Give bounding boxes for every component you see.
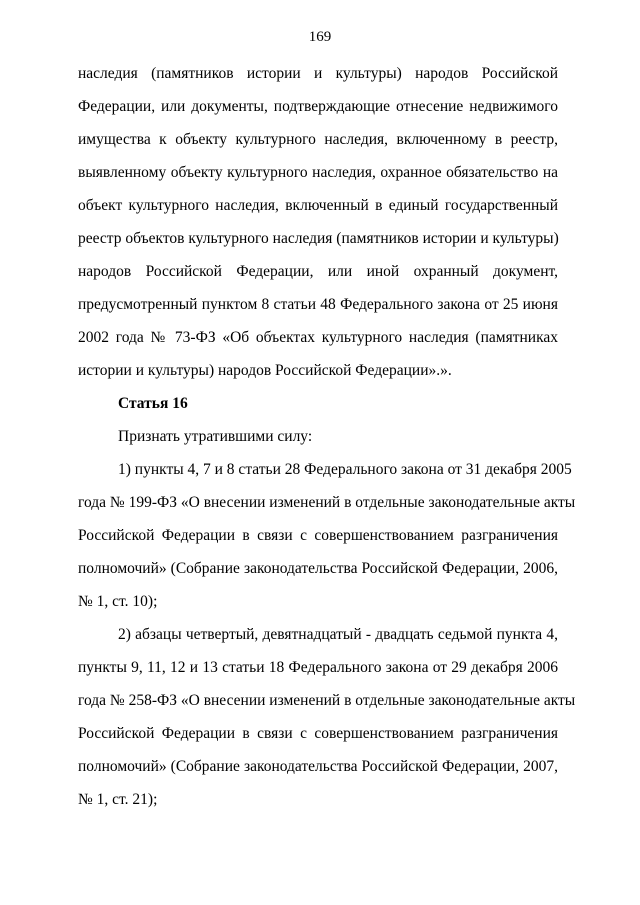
text-line: объект культурного наследия, включенный в единый государственный <box>78 197 558 214</box>
article-heading: Статья 16 <box>118 395 188 412</box>
text-line: народов Российской Федерации, или иной охранный документ, <box>78 263 558 280</box>
text-line: 2002 года № 73-ФЗ «Об объектах культурного наследия (памятниках <box>78 329 558 346</box>
text-line: наследия (памятников истории и культуры) народов Российской <box>78 65 558 82</box>
item-2-line: 2) абзацы четвертый, девятнадцатый - двадцать седьмой пункта 4, <box>118 626 558 643</box>
text-line: имущества к объекту культурного наследия, включенному в реестр, <box>78 131 558 148</box>
text-line: выявленному объекту культурного наследия, охранное обязательство на <box>78 164 558 181</box>
item-1-line: № 1, ст. 10); <box>78 593 158 610</box>
text-line: истории и культуры) народов Российской Федерации».». <box>78 362 452 379</box>
item-2-line: пункты 9, 11, 12 и 13 статьи 18 Федерального закона от 29 декабря 2006 <box>78 659 558 676</box>
item-1-line: полномочий» (Собрание законодательства Российской Федерации, 2006, <box>78 560 558 577</box>
text-line: реестр объектов культурного наследия (памятников истории и культуры) <box>78 230 559 247</box>
article-intro: Признать утратившими силу: <box>118 428 313 445</box>
item-1-line: года № 199-ФЗ «О внесении изменений в отдельные законодательные акты <box>78 494 576 511</box>
item-1-line: 1) пункты 4, 7 и 8 статьи 28 Федерального закона от 31 декабря 2005 <box>118 461 572 478</box>
item-1-line: Российской Федерации в связи с совершенствованием разграничения <box>78 527 558 544</box>
item-2-line: года № 258-ФЗ «О внесении изменений в отдельные законодательные акты <box>78 692 576 709</box>
item-2-line: Российской Федерации в связи с совершенствованием разграничения <box>78 725 558 742</box>
item-2-line: № 1, ст. 21); <box>78 791 158 808</box>
page-number: 169 <box>308 29 332 45</box>
text-line: Федерации, или документы, подтверждающие отнесение недвижимого <box>78 98 558 115</box>
text-line: предусмотренный пунктом 8 статьи 48 Федерального закона от 25 июня <box>78 296 558 313</box>
item-2-line: полномочий» (Собрание законодательства Российской Федерации, 2007, <box>78 758 558 775</box>
